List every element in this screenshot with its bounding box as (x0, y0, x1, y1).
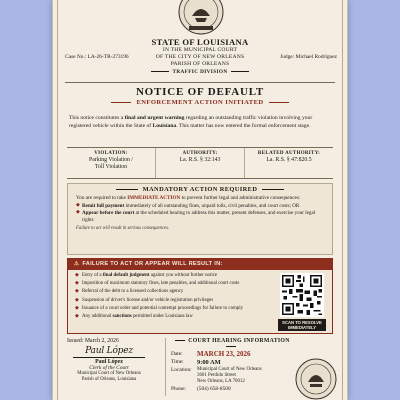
failure-title: FAILURE TO ACT OR APPEAR WILL RESULT IN: (82, 261, 223, 267)
related-authority-label: RELATED AUTHORITY: (257, 151, 321, 156)
signature-line (73, 357, 145, 358)
hearing-phone-row (171, 386, 291, 393)
failure-item-text: Suspension of driver's license and/or vehicle registration privileges (82, 297, 214, 303)
notice-intro (69, 114, 333, 130)
notice-document (52, 0, 348, 400)
intro-emphasis: final and urgent warning (124, 115, 185, 121)
signer-parish: Parish of Orleans, Louisiana (81, 376, 137, 382)
signer-name: Paul López (95, 359, 123, 365)
hearing-time-label: Time: (171, 359, 184, 365)
court-seal-icon (295, 358, 337, 400)
warning-icon: ⚠ (74, 261, 80, 267)
diamond-bullet-icon: ◆ (75, 314, 79, 320)
hearing-date-value: MARCH 23, 2026 (197, 350, 251, 358)
qr-caption: SCAN TO RESOLVE IMMEDIATELY (278, 319, 326, 331)
failure-item-text: against you without further notice (149, 273, 218, 278)
violation-value-line: Toll Violation (94, 164, 128, 171)
violation-table (67, 147, 333, 179)
hearing-location-label: Location: (171, 367, 192, 373)
diamond-bullet-icon: ◆ (75, 289, 79, 295)
diamond-bullet-icon: ◆ (75, 281, 79, 287)
notice-subtitle-text: ENFORCEMENT ACTION INITIATED (106, 99, 293, 106)
failure-item-bold: sanctions (112, 314, 132, 320)
hearing-location-row (171, 367, 291, 385)
failure-item-text: Any additional (82, 314, 113, 320)
mandatory-intro (68, 193, 332, 202)
state-seal-icon (175, 0, 227, 36)
footer-section (67, 338, 333, 400)
mandatory-item-text: at the scheduled hearing to address this matter, present defenses, and exercise your legal rights (82, 210, 316, 223)
hearing-time-row (171, 359, 291, 366)
case-number: Case No.: LA-26-TR-273196 (65, 54, 129, 60)
diamond-bullet-icon: ◆ (75, 297, 79, 303)
diamond-bullet-icon: ◆ (76, 210, 80, 216)
hearing-location-value (197, 367, 262, 385)
mandatory-item (68, 209, 332, 223)
related-authority-cell (245, 148, 333, 178)
location-line: New Orleans, LA 70012 (197, 379, 245, 384)
court-line-3: PARISH OF ORLEANS (170, 61, 230, 67)
mandatory-action-box (67, 183, 333, 255)
signature: Paul López (85, 346, 133, 356)
mandatory-title: MANDATORY ACTION REQUIRED (68, 186, 332, 193)
authority-cell (156, 148, 245, 178)
hearing-title: COURT HEARING INFORMATION (171, 338, 291, 350)
signer-role: Clerk of the Court (89, 365, 129, 371)
qr-code-block[interactable] (278, 273, 326, 331)
failure-consequences-box (67, 258, 333, 334)
mandatory-item-text: immediately of all outstanding fines, unpaid tolls, civil penalties, and court costs; OR (124, 202, 300, 209)
violation-cell (67, 148, 156, 178)
location-line: Municipal Court of New Orleans (197, 367, 262, 372)
violation-label: VIOLATION: (94, 151, 128, 156)
diamond-bullet-icon: ◆ (76, 202, 80, 208)
intro-text: regarding an outstanding traffic violation involving your registered vehicle within the State of (69, 115, 313, 129)
related-authority-value: La. R.S. § 47:820.5 (266, 157, 312, 163)
hearing-date-row (171, 351, 291, 358)
failure-item-text: Entry of a (82, 273, 103, 278)
mandatory-item-bold: Remit full payment (82, 202, 125, 209)
violation-value (67, 157, 155, 171)
divider (65, 82, 335, 83)
mandatory-item-bold: Appear before the court (82, 210, 135, 217)
hearing-date-label: Date: (171, 351, 183, 357)
notice-title: NOTICE OF DEFAULT (135, 86, 265, 98)
court-line-1: IN THE MUNICIPAL COURT (162, 47, 238, 53)
failure-item (75, 297, 268, 305)
authority-value: La. R.S. § 32:143 (179, 157, 221, 163)
division-label: TRAFFIC DIVISION (53, 69, 347, 75)
intro-text: . This matter has now entered the formal enforcement stage. (176, 123, 311, 129)
court-line-2: OF THE CITY OF NEW ORLEANS (155, 54, 245, 60)
hearing-phone-label: Phone: (171, 386, 186, 392)
failure-item (75, 305, 268, 313)
violation-value-line: Parking Violation / (89, 157, 133, 163)
mandatory-intro-text: to prevent further legal and administrative consequences: (180, 195, 301, 201)
failure-item (75, 280, 268, 288)
intro-state: Louisiana (152, 123, 177, 129)
mandatory-item (68, 202, 332, 210)
divider (165, 338, 166, 396)
diamond-bullet-icon: ◆ (75, 273, 79, 278)
authority-label: AUTHORITY: (182, 151, 218, 156)
mandatory-intro-emphasis: IMMEDIATE ACTION (127, 195, 181, 201)
notice-subtitle (53, 99, 347, 106)
failure-item-text: permitted under Louisiana law (131, 314, 193, 320)
failure-item (75, 313, 268, 321)
intro-text: This notice constitutes a (69, 115, 125, 121)
signature-block (67, 346, 151, 382)
mandatory-note: Failure to act will result in serious consequences. (76, 225, 170, 231)
hearing-phone-value: (504) 658-8500 (197, 386, 231, 392)
failure-item (75, 288, 268, 296)
mandatory-intro-text: You are required to take (76, 195, 128, 201)
diamond-bullet-icon: ◆ (75, 305, 79, 311)
signer-court: Municipal Court of New Orleans (77, 371, 141, 376)
failure-item-bold: final default judgment (102, 273, 150, 278)
failure-item-text: Issuance of a court order and potential contempt proceedings for failure to comply (82, 305, 244, 311)
state-name: STATE OF LOUISIANA (151, 37, 249, 47)
failure-item-text: Referral of the debt to a licensed collections agency (82, 289, 184, 295)
qr-code-icon[interactable] (280, 273, 324, 317)
hearing-time-value: 9:00 AM (197, 359, 221, 366)
issued-date: Issued: March 2, 2026 (67, 338, 119, 344)
failure-header (68, 259, 332, 270)
judge-name: Judge: Michael Rodriguez (280, 54, 337, 60)
failure-item (75, 272, 268, 280)
failure-list (68, 270, 268, 321)
location-line: 3601 Perdido Street (197, 373, 236, 378)
hearing-info (171, 338, 291, 393)
failure-item-text: Imposition of maximum statutory fines, late penalties, and additional court costs (82, 281, 240, 287)
